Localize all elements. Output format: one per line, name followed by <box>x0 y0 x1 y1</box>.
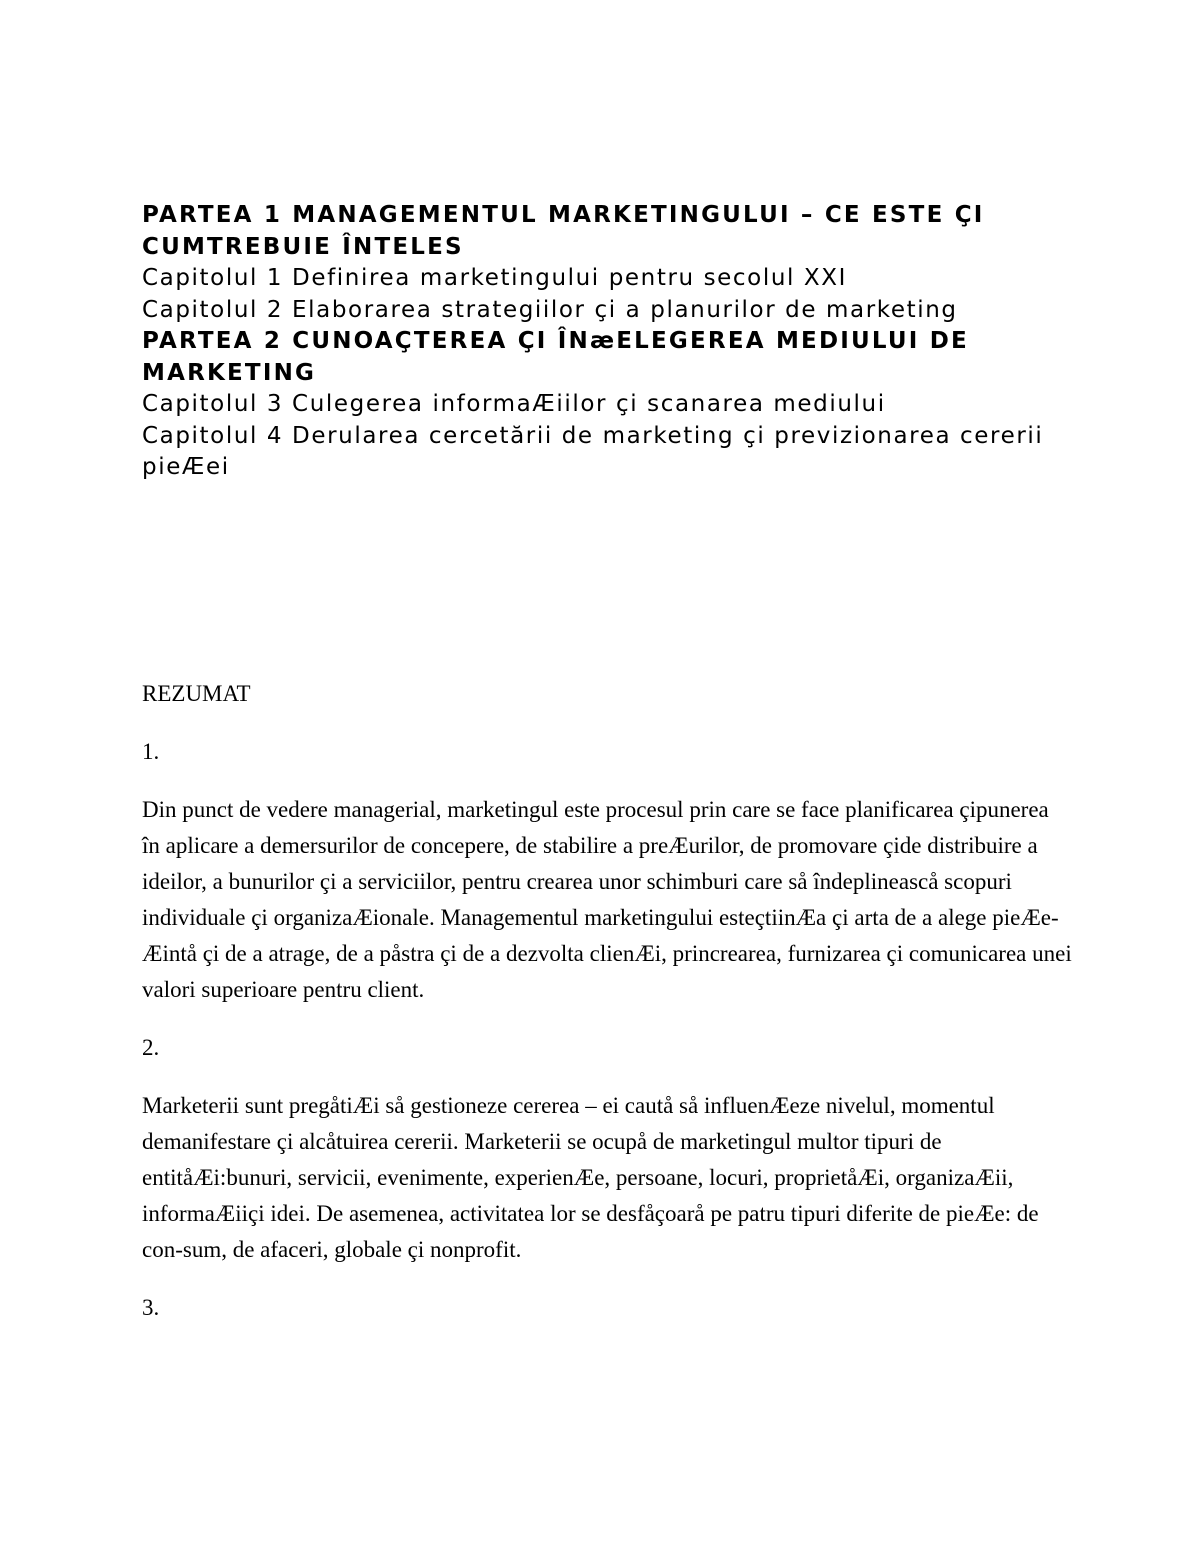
chapter-3-entry: Capitolul 3 Culegerea informaÆiilor çi scanarea mediului <box>142 391 886 417</box>
part-1-title: PARTEA 1 MANAGEMENTUL MARKETINGULUI – CE ESTE ÇI CUMTREBUIE ÎNTELES <box>142 202 985 260</box>
item-paragraph: Din punct de vedere managerial, marketingul este procesul prin care se face planificarea çipunerea în aplicare a demersurilor de concepere, de stabilire a preÆurilor, de promovare çide distribuire a ideilor, a bunurilor çi a serviciilor, pentru crearea unor schimburi care så îndeplineascå scopuri individuale çi organizaÆionale. Managementul marketingului esteçtiinÆa çi arta de a alege pieÆe-Æintå çi de a atrage, de a påstra çi de a dezvolta clienÆi, princrearea, furnizarea çi comunicarea unei valori superioare pentru client. <box>142 797 1072 1002</box>
item-number: 3. <box>142 1295 160 1320</box>
summary-heading: REZUMAT <box>142 681 251 706</box>
item-number: 1. <box>142 739 160 764</box>
part-2-title: PARTEA 2 CUNOAÇTEREA ÇI ÎNæELEGEREA MEDIULUI DE MARKETING <box>142 328 969 386</box>
item-number: 2. <box>142 1035 160 1060</box>
item-paragraph: Marketerii sunt pregåtiÆi så gestioneze cererea – ei cautå så influenÆeze nivelul, momentul demanifestare çi alcåtuirea cererii. Marketerii se ocupå de marketingul multor tipuri de entitåÆi:bunuri, servicii, evenimente, experienÆe, persoane, locuri, proprietåÆi, organizaÆii, informaÆiiçi idei. De asemenea, activitatea lor se desfåçoarå pe patru tipuri diferite de pieÆe: de con-sum, de afaceri, globale çi nonprofit. <box>142 1093 1039 1262</box>
chapter-4-entry: Capitolul 4 Derularea cercetării de marketing çi previzionarea cererii pieÆei <box>142 422 1044 480</box>
summary-section <box>142 676 1072 1348</box>
chapter-2-entry: Capitolul 2 Elaborarea strategiilor çi a planurilor de marketing <box>142 296 958 323</box>
table-of-contents <box>142 200 1072 484</box>
chapter-1-entry: Capitolul 1 Definirea marketingului pentru secolul XXI <box>142 265 848 291</box>
